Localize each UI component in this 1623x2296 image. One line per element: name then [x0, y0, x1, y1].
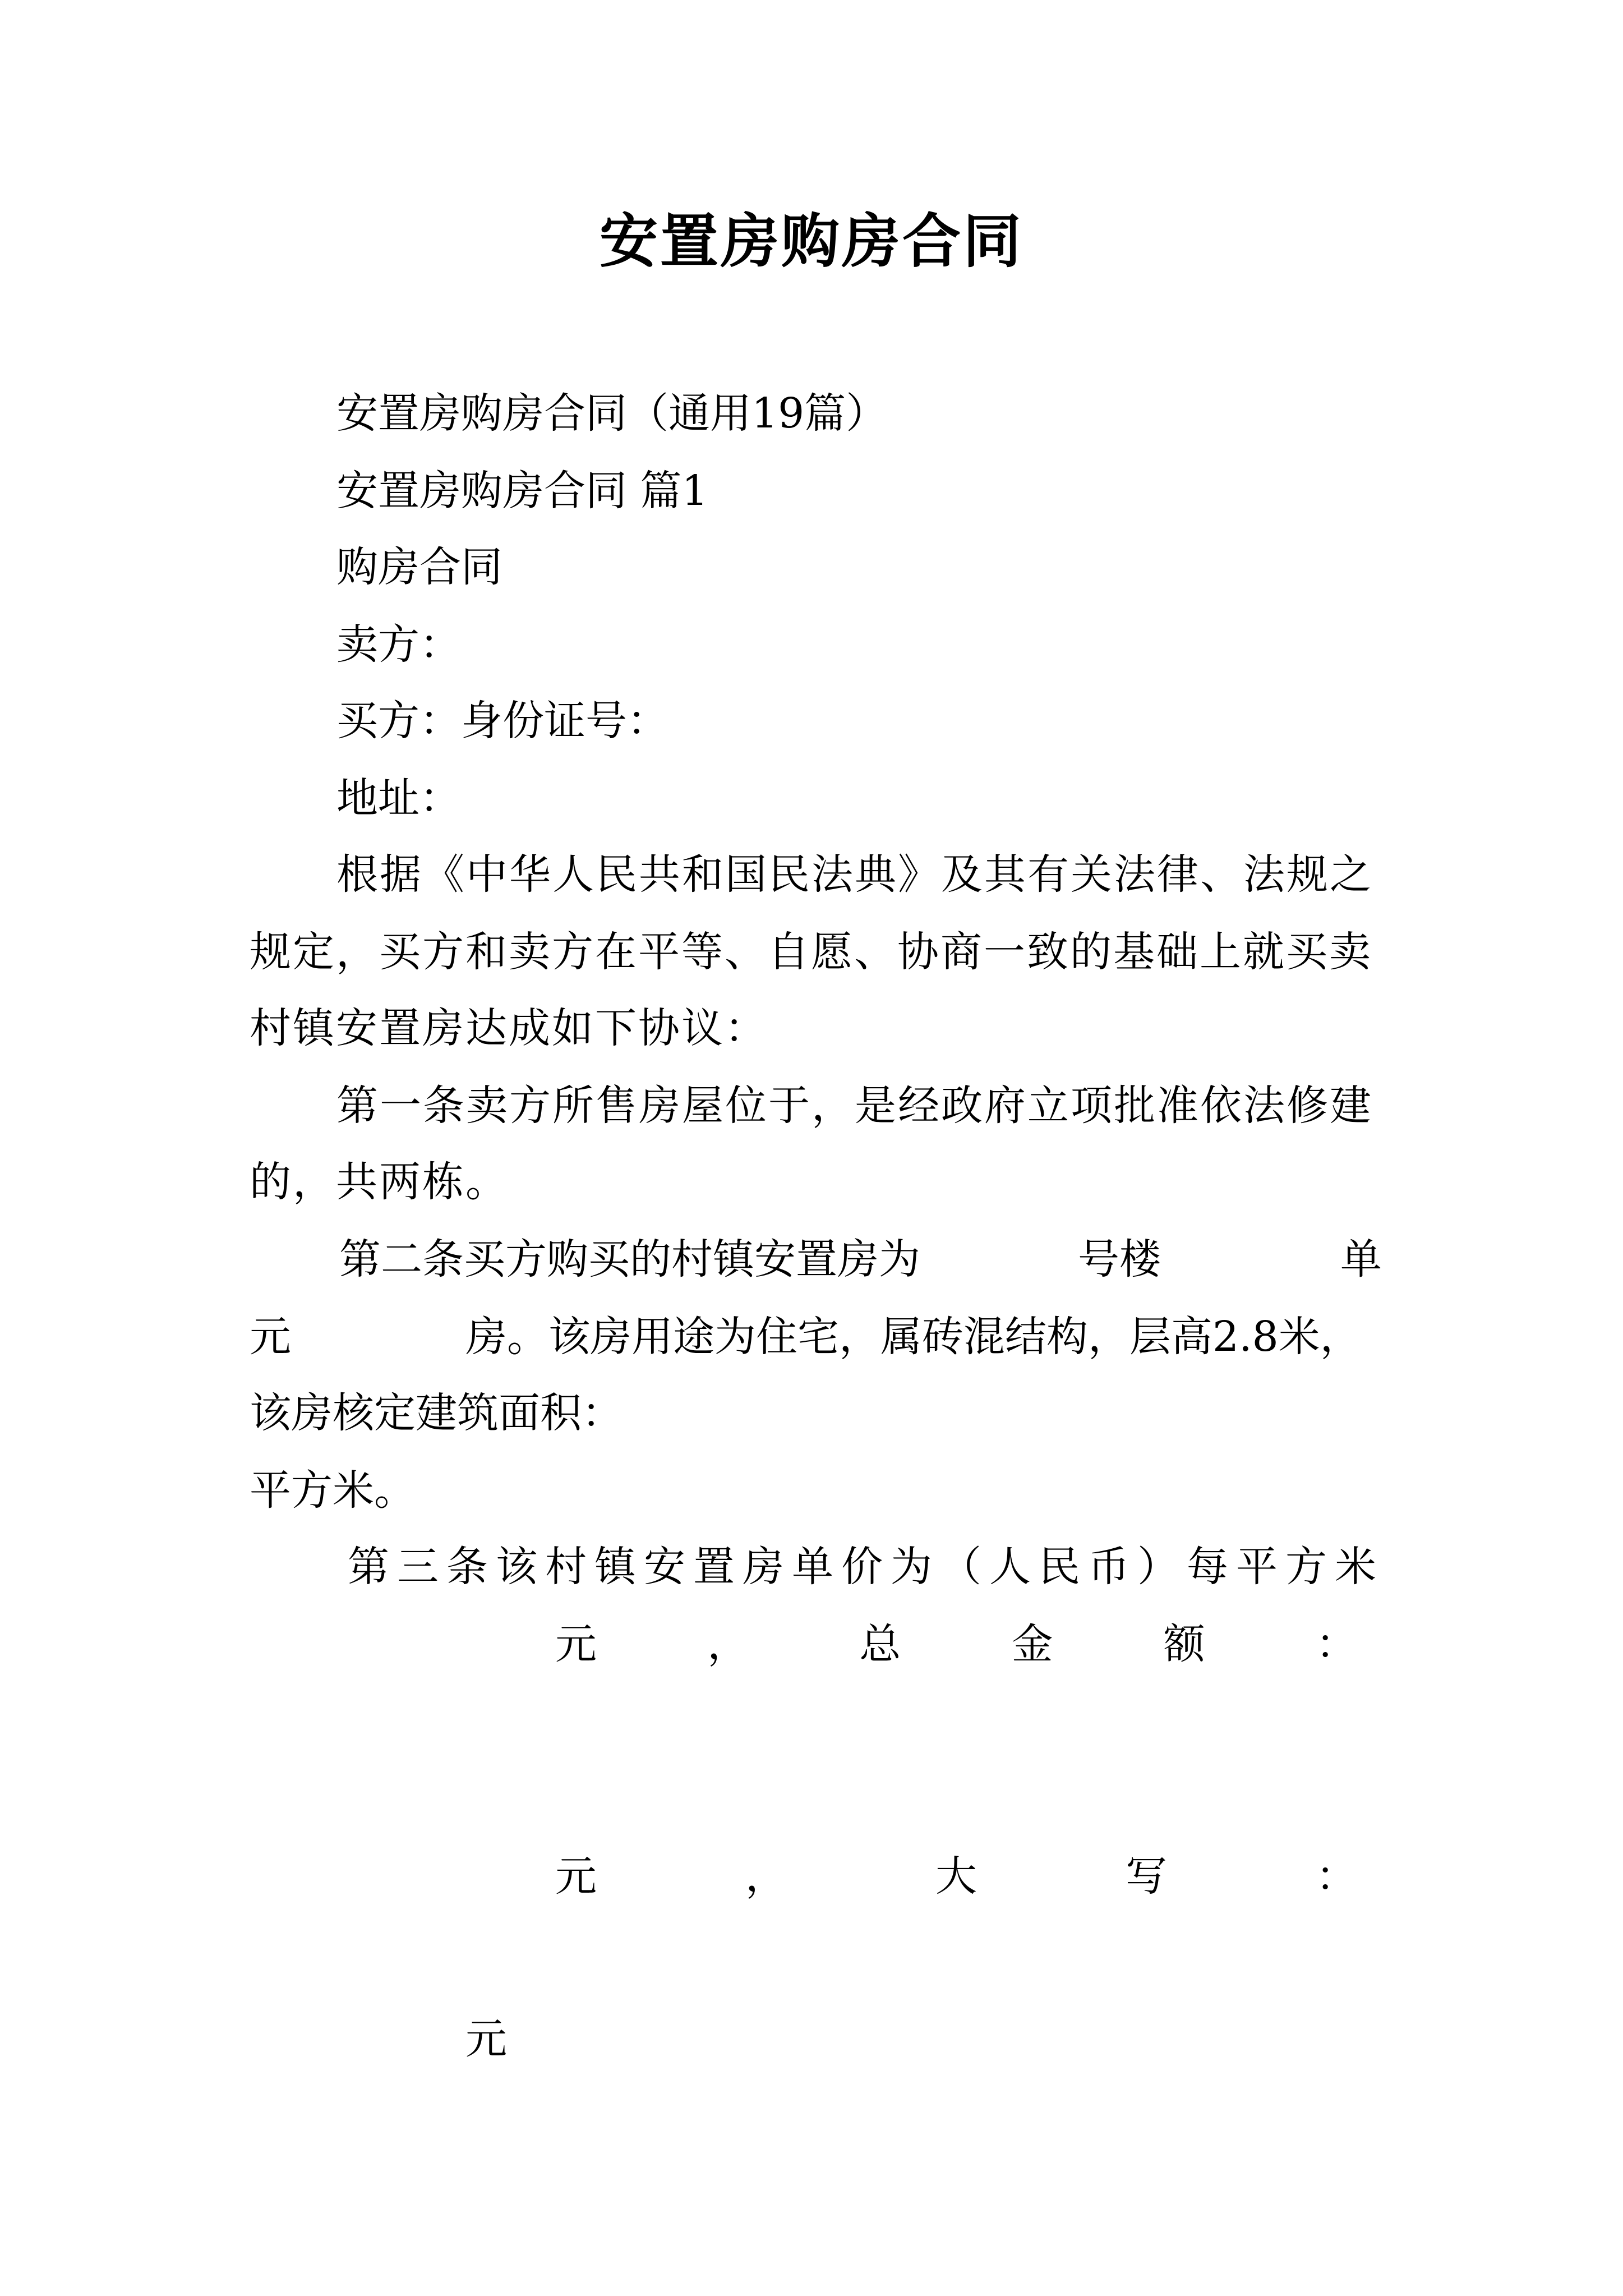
paragraph-word: 元: [465, 2015, 507, 2063]
buyer-field: 买方：身份证号：: [336, 697, 668, 745]
paragraph-line: 第一条卖方所售房屋位于，是经政府立项批准依法修建: [336, 1082, 1373, 1130]
paragraph-line: 第二条买方购买的村镇安置房为: [339, 1235, 920, 1283]
uppercase-amount-line: [555, 1851, 1357, 1902]
amount-word: ，: [707, 1620, 749, 1668]
amount-word: 金: [1011, 1620, 1053, 1668]
paragraph-word: 单: [1340, 1235, 1382, 1283]
amount-word: ：: [1316, 1852, 1357, 1901]
paragraph-word: 号楼: [1078, 1235, 1161, 1283]
paragraph-line: 平方米。: [250, 1466, 416, 1515]
amount-word: 写: [1126, 1852, 1167, 1901]
document-subtitle: 安置房购房合同（通用19篇）: [336, 389, 888, 438]
paragraph-line: 村镇安置房达成如下协议：: [250, 1004, 768, 1052]
paragraph-line: 规定，买方和卖方在平等、自愿、协商一致的基础上就买卖: [250, 928, 1372, 976]
amount-word: 元: [555, 1620, 597, 1668]
document-title: 安置房购房合同: [599, 206, 1023, 275]
paragraph-line: 的，共两栋。: [250, 1158, 509, 1206]
paragraph-line: 根据《中华人民共和国民法典》及其有关法律、法规之: [336, 850, 1373, 899]
amount-word: 元: [555, 1852, 597, 1901]
address-field: 地址：: [336, 774, 461, 822]
amount-word: ：: [1315, 1620, 1357, 1668]
amount-word: 大: [935, 1852, 977, 1901]
amount-line: [555, 1619, 1357, 1669]
paragraph-word: 元: [250, 1313, 291, 1361]
paragraph-line: 房。该房用途为住宅，属砖混结构，层高2.8米，: [465, 1313, 1362, 1361]
amount-word: 总: [859, 1620, 901, 1668]
paragraph-line: 该房核定建筑面积：: [250, 1389, 623, 1437]
amount-word: ，: [745, 1852, 787, 1901]
paragraph-line: 第三条该村镇安置房单价为（人民币）每平方米: [348, 1543, 1384, 1591]
contract-name: 购房合同: [336, 543, 502, 591]
part-heading: 安置房购房合同 篇1: [336, 467, 708, 515]
seller-field: 卖方：: [336, 620, 461, 669]
amount-word: 额: [1163, 1620, 1205, 1668]
